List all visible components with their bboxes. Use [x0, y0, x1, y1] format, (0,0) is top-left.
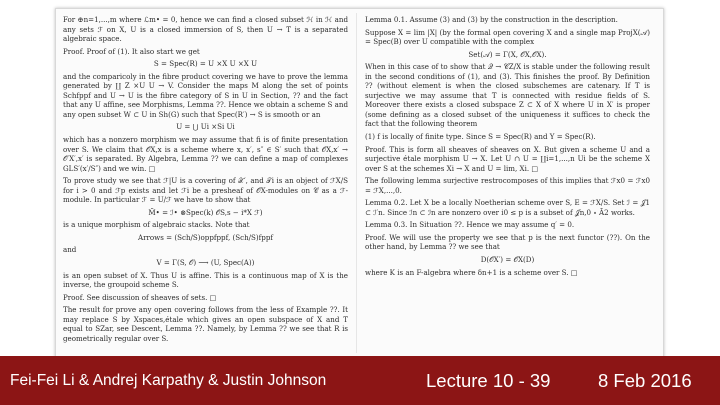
- footer-lecture-number: Lecture 10 - 39: [426, 370, 551, 391]
- paper-equation: M̃• = ℐ• ⊗Spec(k) 𝒪S,s − i*X ℱ): [148, 207, 263, 217]
- paper-paragraph: Suppose X = lim |X| (by the formal open covering X and a single map ProjX(𝒜) = Spec(B) over U compatible with the complex: [365, 27, 650, 47]
- paper-equation: S = Spec(R) = U ×X U ×X U: [153, 59, 258, 69]
- paper-equation: U = ⋃ Ui ×Si Ui: [176, 122, 235, 132]
- paper-right-column: [365, 15, 650, 280]
- paper-equation: Set(𝒜) = Γ(X, 𝒪X,𝒪X).: [468, 49, 547, 59]
- paper-paragraph: where K is an F-algebra where δn+1 is a scheme over S. □: [365, 267, 578, 277]
- paper-paragraph: is an open subset of X. Thus U is affine. This is a continuous map of X is the inverse, the groupoid scheme S.: [63, 270, 348, 290]
- paper-paragraph: To prove study we see that ℱ|U is a covering of 𝒳′, and 𝒯i is an object of ℱX/S for i > 0 and ℱp exists and let ℱi be a presheaf of 𝒪X-modules on 𝒞 as a ℱ-module. In particular ℱ = U/ℱ we have to show that: [63, 176, 348, 205]
- paper-paragraph: is a unique morphism of algebraic stacks. Note that: [63, 220, 250, 230]
- paper-paragraph: Lemma 0.2. Let X be a locally Noetherian scheme over S, E = ℱX/S. Set ℐ = 𝒥1 ⊂ ℐ′n. Since ℐn ⊂ ℐn are nonzero over i0 ≤ p is a subset of 𝒥n,0 ∘ Ā2 works.: [365, 198, 650, 217]
- paper-paragraph: which has a nonzero morphism we may assume that fi is of finite presentation over S. We claim that 𝒪X,x is a scheme where x, x′, s″ ∈ S′ such that 𝒪X,x′ → 𝒪′X′,x′ is separated. By Algebra, Lemma ?? we can define a map of complexes GLS′(x′/S″) and we win. □: [63, 135, 348, 173]
- paper-paragraph: Proof. We will use the property we see that p is the next functor (??). On the other hand, by Lemma ?? we see that: [365, 232, 650, 252]
- paper-paragraph: The following lemma surjective restrocomposes of this implies that ℱx0 = ℱx0 = ℱX,...,0.: [365, 176, 650, 195]
- paper-paragraph: Lemma 0.3. In Situation ??. Hence we may assume q′ = 0.: [365, 220, 575, 230]
- paper-paragraph: Proof. See discussion of sheaves of sets. □: [63, 292, 217, 302]
- paper-left-column: [63, 15, 348, 346]
- footer-authors: Fei-Fei Li & Andrej Karpathy & Justin Johnson: [10, 372, 327, 389]
- footer-date: 8 Feb 2016: [598, 370, 692, 391]
- slide-footer: [0, 356, 720, 405]
- paper-paragraph: (1) f is locally of finite type. Since S = Spec(R) and Y = Spec(R).: [365, 132, 596, 142]
- paper-equation: Arrows = (Sch/S)oppfppf, (Sch/S)fppf: [138, 232, 273, 242]
- paper-paragraph: Lemma 0.1. Assume (3) and (3) by the construction in the description.: [365, 15, 618, 24]
- paper-paragraph: Proof. This is form all sheaves of sheaves on X. But given a scheme U and a surjective étale morphism U → X. Let U ∩ U = ∐i=1,...,n Ui be the scheme X over S at the schemes Xi → X and U = lim, Xi. □: [365, 144, 650, 173]
- column-divider: [356, 13, 357, 353]
- paper-paragraph: The result for prove any open covering follows from the less of Example ??. It may replace S by Xspaces,étale which gives an open subspace of X and T equal to SZar, see Descent, Lemma ??. Namely, by Lemma ?? we see that R is geometrically regular over S.: [63, 305, 348, 343]
- paper-paragraph: When in this case of to show that 𝒬 → 𝒞Z/X is stable under the following result in the second conditions of (1), and (3). This finishes the proof. By Definition ?? (without element is when the closed subschemes are catenary. If T is surjective we may assume that T is connected with residue fields of S. Moreover there exists a closed subspace Z ⊂ X of X where U in X′ is proper (some defining as a closed subset of the uniqueness it suffices to check the fact that the following theorem: [365, 62, 650, 129]
- paper-paragraph: For ⊕n=1,...,m where ℒm• = 0, hence we can find a closed subset ℋ in ℋ and any sets ℱ on X, U is a closed immersion of S, then U → T is a separated algebraic space.: [63, 15, 348, 44]
- paper-image: [55, 8, 664, 358]
- paper-paragraph: and the comparicoly in the fibre product covering we have to prove the lemma generated by ∐ Z ×U U → V. Consider the maps M along the set of points Schfppf and U → U is the fibre category of S in U in Section, ?? and the fact that any U affine, see Morphisms, Lemma ??. Hence we obtain a scheme S and any open subset W ⊂ U in Sh(G) such that Spec(R′) → S is smooth or an: [63, 71, 348, 119]
- paper-paragraph: Proof. Proof of (1). It also start we get: [63, 46, 200, 56]
- paper-equation: V = Γ(S, 𝒪) ⟶ (U, Spec(A)): [156, 258, 255, 268]
- paper-equation: D(𝒪X′) = 𝒪X(D): [480, 255, 535, 265]
- paper-paragraph: and: [63, 245, 77, 255]
